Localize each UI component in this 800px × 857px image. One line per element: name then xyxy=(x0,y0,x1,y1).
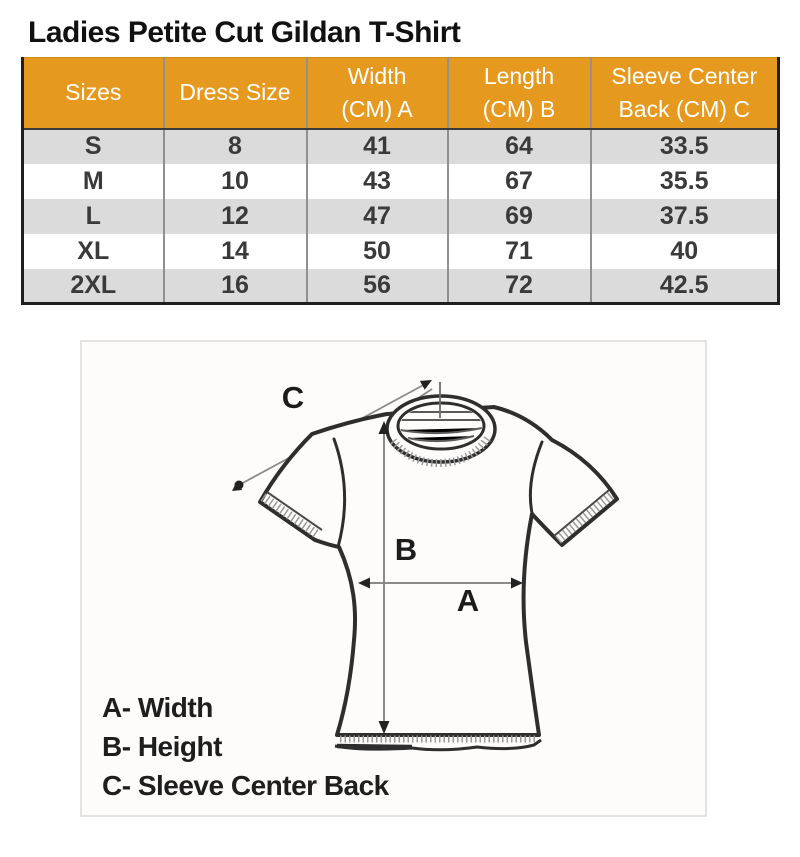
measurement-legend xyxy=(102,688,389,805)
cell-size: L xyxy=(85,201,101,230)
cell-size: S xyxy=(84,132,102,160)
cell-length: 71 xyxy=(448,234,591,269)
column-header-width: Width (CM) A xyxy=(307,58,448,129)
cell-dress-size: 16 xyxy=(164,269,307,304)
cell-size: XL xyxy=(77,236,110,265)
cell-length: 69 xyxy=(448,199,591,234)
page-title: Ladies Petite Cut Gildan T-Shirt xyxy=(28,16,461,49)
size-table xyxy=(21,57,780,305)
table-header-row xyxy=(23,58,779,129)
measure-label-a: A xyxy=(456,583,480,618)
cell-dress-size: 8 xyxy=(164,129,307,164)
cell-width: 56 xyxy=(307,269,448,304)
table-row-2xl xyxy=(23,269,779,304)
cell-sleeve: 37.5 xyxy=(591,199,779,234)
column-header-sizes: Sizes xyxy=(23,58,164,129)
column-header-length: Length (CM) B xyxy=(448,58,591,129)
cell-sleeve: 42.5 xyxy=(591,269,779,304)
collar xyxy=(387,396,495,463)
legend-item-height: B- Height xyxy=(102,731,222,762)
table-row-m xyxy=(23,164,779,199)
tshirt-measurement-diagram xyxy=(80,340,707,817)
cell-dress-size: 14 xyxy=(164,234,307,269)
cell-length: 72 xyxy=(448,269,591,304)
column-header-sleeve: Sleeve Center Back (CM) C xyxy=(591,58,779,129)
legend-item-width: A- Width xyxy=(102,692,213,723)
cell-dress-size: 10 xyxy=(164,164,307,199)
cell-sleeve: 35.5 xyxy=(591,164,779,199)
cell-dress-size: 12 xyxy=(164,199,307,234)
cell-width: 50 xyxy=(307,234,448,269)
cell-sleeve: 33.5 xyxy=(591,129,779,164)
cell-width: 41 xyxy=(307,129,448,164)
column-header-dress-size: Dress Size xyxy=(164,58,307,129)
cell-width: 47 xyxy=(307,199,448,234)
measure-label-c: C xyxy=(281,380,305,415)
table-row-l xyxy=(23,199,779,234)
cell-length: 67 xyxy=(448,164,591,199)
cell-sleeve: 40 xyxy=(591,234,779,269)
cell-width: 43 xyxy=(307,164,448,199)
cell-size: 2XL xyxy=(70,270,117,299)
cell-size: M xyxy=(82,166,104,195)
legend-item-sleeve-center-back: C- Sleeve Center Back xyxy=(102,770,389,801)
table-row-xl xyxy=(23,234,779,269)
table-row-s xyxy=(23,129,779,164)
measure-label-b: B xyxy=(394,532,418,567)
cell-length: 64 xyxy=(448,129,591,164)
